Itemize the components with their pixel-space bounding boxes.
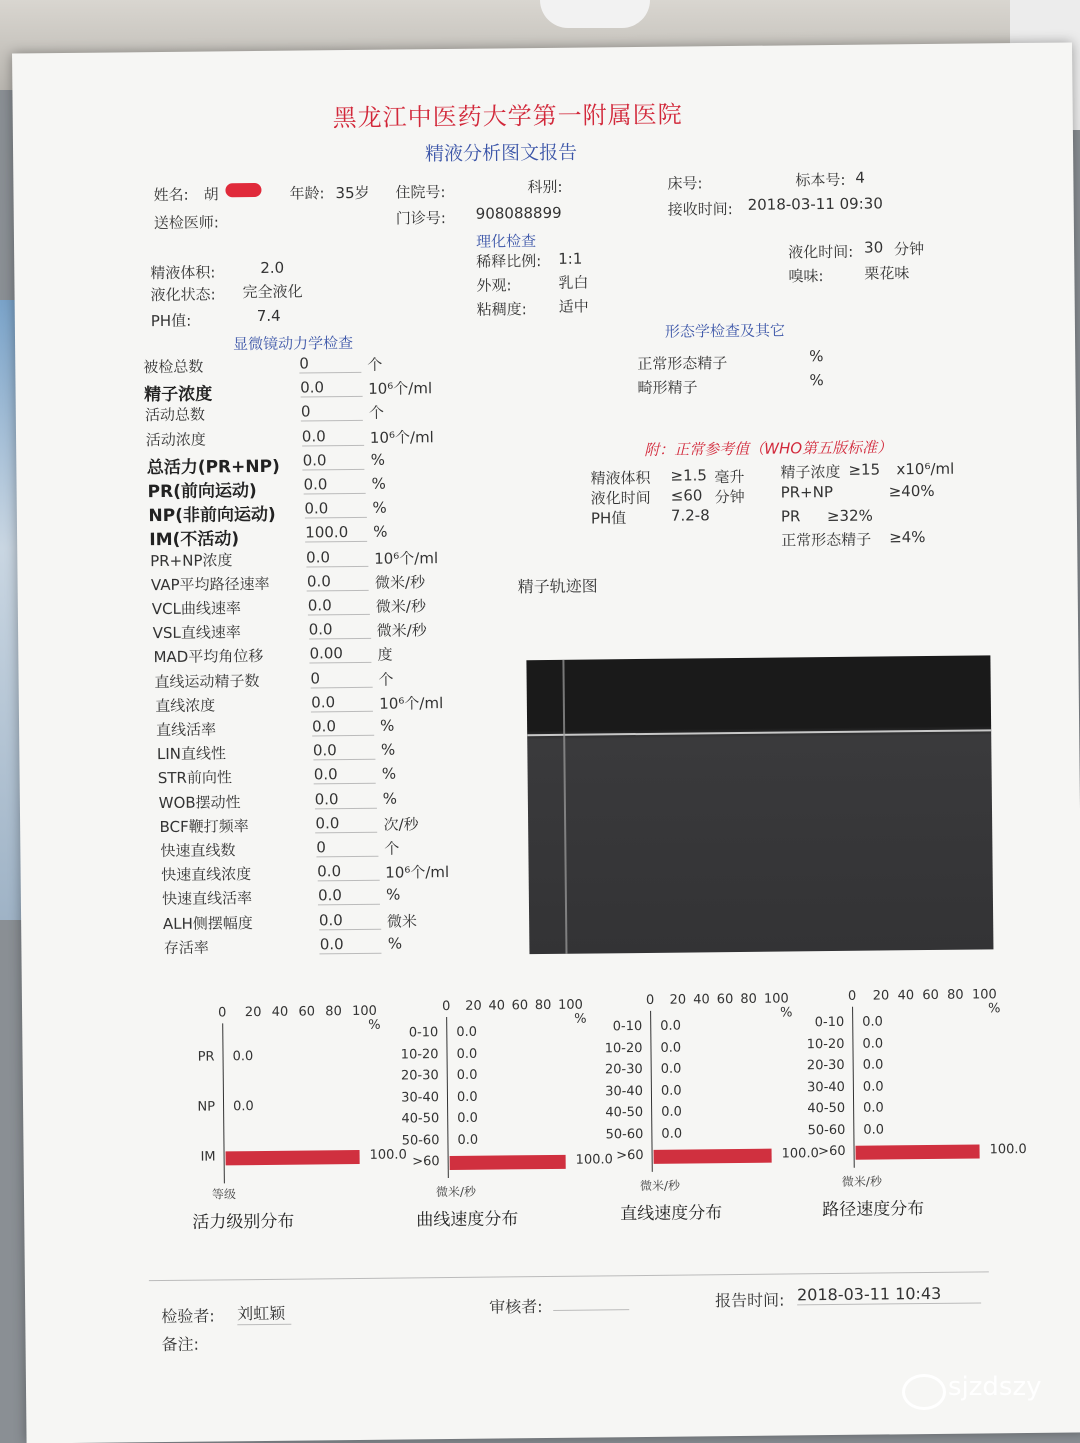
chart-axis <box>446 1017 449 1178</box>
micro-label: PR+NP浓度 <box>150 550 233 570</box>
ref-unit: 毫升 <box>714 467 745 487</box>
chart-category-label: >60 <box>818 1143 846 1160</box>
micro-label: 快速直线活率 <box>161 889 253 909</box>
trajectory-title: 精子轨迹图 <box>517 576 598 597</box>
micro-unit: % <box>371 474 386 493</box>
micro-unit: 度 <box>377 645 393 665</box>
chart-ylabel: 等级 <box>211 1187 237 1202</box>
chart-axis <box>650 1011 653 1172</box>
ref-value: ≥1.5 <box>670 466 708 485</box>
chart-value-label: 0.0 <box>660 1040 682 1056</box>
doctor-label: 送检医师: <box>153 213 219 233</box>
micro-unit: 个 <box>384 839 400 858</box>
chart-value-label: 0.0 <box>232 1099 254 1115</box>
chart-axis <box>222 1023 225 1183</box>
chart-tick-label: 80 <box>740 991 757 1007</box>
micro-label: 快速直线浓度 <box>161 865 252 885</box>
normal-morph-unit: % <box>809 347 824 366</box>
wechat-icon <box>902 1374 946 1410</box>
micro-value: 0.0 <box>306 547 368 567</box>
micro-unit: 个 <box>367 355 383 374</box>
micro-value: 0 <box>299 354 361 374</box>
micro-unit: 10⁶个/ml <box>368 379 433 399</box>
chart-category-label: 40-50 <box>401 1111 440 1127</box>
micro-unit: 10⁶个/ml <box>379 693 444 713</box>
chart-title: 曲线速度分布 <box>416 1209 519 1231</box>
footer-divider <box>149 1271 989 1281</box>
tester-value: 刘虹颖 <box>237 1301 291 1326</box>
chart-tick-label: 20 <box>872 988 890 1004</box>
chart-value-label: 0.0 <box>862 1057 884 1073</box>
micro-label: 存活率 <box>163 938 209 957</box>
liq-time-label: 液化时间: <box>788 242 854 262</box>
micro-unit: % <box>385 885 401 905</box>
viscosity-label: 粘稠度: <box>476 300 527 319</box>
chart-category-label: 30-40 <box>807 1079 845 1095</box>
chart-value-label: 0.0 <box>456 1024 478 1040</box>
chart-category-label: 0-10 <box>612 1019 643 1035</box>
chart-value-label: 0.0 <box>661 1104 682 1120</box>
ref-value: ≥32% <box>826 506 873 526</box>
chart-tick-label: 100 <box>352 1003 377 1020</box>
micro-label: LIN直线性 <box>156 744 227 764</box>
chart-bar <box>856 1144 980 1159</box>
chart-tick-label: 80 <box>947 987 964 1003</box>
chart-category-label: 50-60 <box>401 1132 440 1149</box>
liq-state-value: 完全液化 <box>242 282 303 302</box>
chart-tick-label: 60 <box>716 992 734 1008</box>
micro-value: 0 <box>301 402 363 422</box>
chart-category-label: 40-50 <box>807 1100 846 1117</box>
chart-category-label: PR <box>197 1049 215 1065</box>
chart-tick-label: 40 <box>271 1004 289 1020</box>
hospital-name: 黑龙江中医药大学第一附属医院 <box>332 100 683 133</box>
chart-tick-label: 0 <box>645 992 655 1008</box>
ref-value: ≥15 <box>848 460 881 479</box>
chart-value-label: 0.0 <box>456 1046 478 1062</box>
chart-category-label: 40-50 <box>605 1104 644 1121</box>
morph-heading: 形态学检查及其它 <box>664 321 786 341</box>
chart-value-label: 0.0 <box>457 1110 478 1126</box>
micro-unit: % <box>382 789 398 808</box>
chart-category-label: IM <box>200 1149 216 1165</box>
volume-label: 精液体积: <box>150 263 216 283</box>
micro-unit: 个 <box>378 670 394 689</box>
micro-unit: 微米 <box>386 911 418 931</box>
micro-value: 0.0 <box>307 572 369 592</box>
ph-value: 7.4 <box>256 306 281 326</box>
smell-value: 栗花味 <box>864 264 910 283</box>
name-value: 胡 <box>203 185 219 204</box>
dept-label: 科别: <box>527 177 563 197</box>
micro-unit: % <box>370 450 386 469</box>
chart-tick-label: 100 <box>763 991 789 1007</box>
physchem-heading: 理化检查 <box>475 232 537 251</box>
ph-label: PH值: <box>150 311 192 331</box>
outpatient-value: 908088899 <box>475 203 562 223</box>
reference-heading: 附：正常参考值（WHO第五版标准） <box>644 438 893 459</box>
micro-label: VSL直线速率 <box>152 623 241 643</box>
micro-value: 0.0 <box>312 717 374 737</box>
background-cup <box>540 0 650 28</box>
chart-title: 路径速度分布 <box>822 1199 925 1221</box>
micro-value: 0.0 <box>303 475 365 495</box>
micro-unit: 10⁶个/ml <box>385 863 450 882</box>
ref-value: ≤60 <box>670 486 703 505</box>
chart-value-label: 0.0 <box>660 1061 682 1077</box>
micro-value: 0.0 <box>315 789 377 809</box>
chart-tick-label: 40 <box>693 992 710 1008</box>
micro-unit: 微米/秒 <box>374 573 426 592</box>
chart-tick-label: 20 <box>244 1004 262 1021</box>
report-paper <box>12 42 1080 1443</box>
chart-value-label: 0.0 <box>660 1018 682 1034</box>
ref-label: 精液体积 <box>590 468 651 488</box>
micro-heading: 显微镜动力学检查 <box>232 333 354 354</box>
chart-value-label: 0.0 <box>660 1083 682 1099</box>
micro-value: 0.0 <box>315 814 377 834</box>
micro-label: 精子浓度 <box>144 384 213 406</box>
chart-tick-label: 80 <box>325 1004 342 1020</box>
chart-tick-label: 0 <box>441 999 451 1015</box>
micro-label: 快速直线数 <box>160 841 236 861</box>
chart-value-label: 0.0 <box>457 1132 479 1148</box>
outpatient-label: 门诊号: <box>395 209 446 228</box>
chart-value-label: 0.0 <box>232 1049 254 1065</box>
report-time-label: 报告时间: <box>715 1290 785 1311</box>
appearance-label: 外观: <box>476 276 512 295</box>
chart-category-label: 10-20 <box>400 1046 439 1063</box>
name-label: 姓名: <box>153 185 189 205</box>
chart-value-label: 100.0 <box>781 1146 819 1162</box>
trajectory-trace-horizontal <box>527 729 991 736</box>
chart-category-label: >60 <box>616 1147 644 1164</box>
micro-value: 0.0 <box>304 499 366 519</box>
micro-label: IM(不活动) <box>149 529 240 551</box>
chart-value-label: 100.0 <box>369 1147 407 1163</box>
receive-value: 2018-03-11 09:30 <box>747 194 883 214</box>
micro-label: 直线活率 <box>156 720 217 740</box>
liq-time-value: 30 <box>864 238 884 257</box>
micro-value: 0.0 <box>303 451 365 471</box>
chart-ylabel: 微米/秒 <box>435 1184 477 1200</box>
ref-value: ≥40% <box>888 481 935 501</box>
micro-label: 被检总数 <box>143 357 204 377</box>
micro-value: 0.0 <box>318 886 380 906</box>
chart-value-label: 0.0 <box>863 1100 884 1116</box>
chart-value-label: 100.0 <box>989 1141 1027 1158</box>
micro-value: 0.0 <box>317 862 379 882</box>
micro-unit: 次/秒 <box>383 815 419 834</box>
micro-label: 总活力(PR+NP) <box>146 456 280 478</box>
chart-value-label: 0.0 <box>456 1067 478 1083</box>
micro-label: 直线运动精子数 <box>154 671 260 691</box>
micro-value: 0.0 <box>319 910 381 930</box>
chart-tick-label: 60 <box>298 1004 316 1020</box>
sample-value: 4 <box>855 168 866 187</box>
chart-tick-label: 40 <box>897 988 915 1004</box>
volume-value: 2.0 <box>260 258 285 277</box>
age-label: 年龄: <box>289 184 325 203</box>
micro-label: 活动浓度 <box>145 430 206 449</box>
chart-value-label: 0.0 <box>862 1014 883 1030</box>
dilution-label: 稀释比例: <box>476 252 542 271</box>
micro-value: 0.0 <box>311 693 373 713</box>
micro-unit: 微米/秒 <box>376 621 427 640</box>
remarks-label: 备注: <box>161 1334 200 1355</box>
chart-value-label: 100.0 <box>575 1152 613 1168</box>
chart-tick-label: 0 <box>847 988 857 1004</box>
micro-unit: 微米/秒 <box>375 597 426 616</box>
micro-label: BCF鞭打频率 <box>159 816 249 836</box>
chart-category-label: NP <box>197 1099 216 1115</box>
trajectory-trace-vertical <box>562 660 567 954</box>
chart-category-label: 20-30 <box>806 1057 845 1074</box>
micro-value: 0 <box>310 668 372 688</box>
chart-value-label: 0.0 <box>862 1078 884 1095</box>
appearance-value: 乳白 <box>558 273 589 292</box>
chart-unit-label: % <box>574 1011 587 1027</box>
chart-category-label: 10-20 <box>806 1036 845 1052</box>
liq-time-unit: 分钟 <box>894 240 925 259</box>
micro-unit: 10⁶个/ml <box>369 427 434 447</box>
chart-category-label: 20-30 <box>400 1068 439 1084</box>
micro-label: STR前向性 <box>157 768 233 788</box>
chart-category-label: 30-40 <box>605 1083 644 1099</box>
chart-category-label: 0-10 <box>814 1014 845 1031</box>
micro-value: 0.0 <box>308 596 370 616</box>
chart-value-label: 0.0 <box>661 1126 683 1142</box>
chart-bar <box>450 1155 566 1170</box>
chart-category-label: >60 <box>412 1154 440 1170</box>
liq-state-label: 液化状态: <box>150 285 216 305</box>
micro-unit: % <box>373 523 388 542</box>
tester-label: 检验者: <box>161 1306 215 1327</box>
reviewer-line <box>553 1309 629 1311</box>
chart-tick-label: 20 <box>465 998 482 1014</box>
abnormal-morph-unit: % <box>809 371 824 390</box>
micro-value: 100.0 <box>305 523 367 543</box>
micro-label: NP(非前向运动) <box>148 505 276 527</box>
sample-label: 标本号: <box>795 170 846 190</box>
micro-value: 0.0 <box>309 620 371 640</box>
micro-value: 0.00 <box>309 644 371 664</box>
micro-value: 0 <box>316 838 378 858</box>
chart-tick-label: 60 <box>922 987 939 1004</box>
smell-label: 嗅味: <box>788 267 824 286</box>
chart-tick-label: 60 <box>511 998 529 1014</box>
chart-category-label: 50-60 <box>605 1126 644 1142</box>
micro-unit: % <box>381 764 397 784</box>
viscosity-value: 适中 <box>558 297 589 316</box>
micro-label: 活动总数 <box>144 405 206 425</box>
micro-value: 0.0 <box>300 378 362 398</box>
micro-label: WOB摆动性 <box>158 792 241 812</box>
reviewer-label: 审核者: <box>489 1297 543 1317</box>
chart-bar <box>654 1149 772 1164</box>
chart-ylabel: 微米/秒 <box>639 1178 681 1194</box>
chart-tick-label: 100 <box>971 987 997 1003</box>
micro-unit: % <box>379 716 395 735</box>
ref-label: 正常形态精子 <box>781 530 872 550</box>
report-time-value: 2018-03-11 10:43 <box>797 1283 981 1305</box>
ref-unit: 分钟 <box>714 487 745 507</box>
watermark-text: sjzdszy <box>948 1372 1042 1402</box>
chart-unit-label: % <box>988 1001 1001 1017</box>
age-value: 35岁 <box>335 183 370 203</box>
redaction-mark <box>225 183 261 197</box>
dilution-value: 1:1 <box>558 249 583 268</box>
chart-value-label: 0.0 <box>862 1035 884 1052</box>
chart-title: 直线速度分布 <box>620 1203 723 1225</box>
chart-tick-label: 100 <box>557 997 583 1013</box>
chart-category-label: 10-20 <box>604 1040 643 1056</box>
chart-tick-label: 80 <box>534 997 552 1014</box>
ref-label: PR+NP <box>780 482 834 502</box>
chart-tick-label: 20 <box>669 992 687 1008</box>
bed-label: 床号: <box>667 174 703 193</box>
ref-label: PH值 <box>590 509 627 528</box>
inpatient-label: 住院号: <box>395 183 446 202</box>
abnormal-morph-label: 畸形精子 <box>637 378 698 398</box>
micro-value: 0.0 <box>320 935 382 955</box>
chart-category-label: 0-10 <box>408 1025 439 1041</box>
chart-category-label: 50-60 <box>807 1122 846 1138</box>
chart-value-label: 0.0 <box>863 1121 885 1138</box>
micro-label: VCL曲线速率 <box>151 599 242 619</box>
micro-unit: 10⁶个/ml <box>374 548 439 568</box>
ref-unit: x10⁶/ml <box>896 459 955 479</box>
normal-morph-label: 正常形态精子 <box>637 354 728 374</box>
micro-unit: % <box>387 934 403 953</box>
ref-label: PR <box>780 507 801 526</box>
chart-bar <box>226 1150 360 1165</box>
chart-tick-label: 0 <box>218 1005 227 1021</box>
trajectory-image <box>526 655 993 954</box>
chart-ylabel: 微米/秒 <box>841 1174 883 1189</box>
micro-value: 0.0 <box>313 741 375 761</box>
ref-label: 精子浓度 <box>780 462 841 482</box>
micro-unit: % <box>380 740 396 759</box>
chart-title: 活力级别分布 <box>192 1211 295 1233</box>
chart-tick-label: 40 <box>488 998 506 1014</box>
chart-unit-label: % <box>780 1005 793 1021</box>
chart-category-label: 20-30 <box>604 1062 643 1078</box>
micro-label: 直线浓度 <box>155 696 216 715</box>
micro-label: PR(前向运动) <box>147 481 257 503</box>
chart-value-label: 0.0 <box>456 1089 478 1105</box>
chart-category-label: 30-40 <box>401 1089 440 1106</box>
ref-value: ≥4% <box>889 528 926 547</box>
micro-unit: % <box>372 498 387 517</box>
micro-label: ALH侧摆幅度 <box>162 913 253 933</box>
micro-label: MAD平均角位移 <box>153 647 264 667</box>
ref-value: 7.2-8 <box>670 506 710 525</box>
chart-axis <box>852 1007 855 1168</box>
chart-unit-label: % <box>368 1017 381 1033</box>
micro-label: VAP平均路径速率 <box>150 574 270 594</box>
micro-value: 0.0 <box>314 765 376 785</box>
micro-value: 0.0 <box>302 426 364 446</box>
receive-label: 接收时间: <box>667 200 733 219</box>
micro-unit: 个 <box>368 404 385 423</box>
report-title: 精液分析图文报告 <box>424 141 578 166</box>
ref-label: 液化时间 <box>590 488 651 508</box>
